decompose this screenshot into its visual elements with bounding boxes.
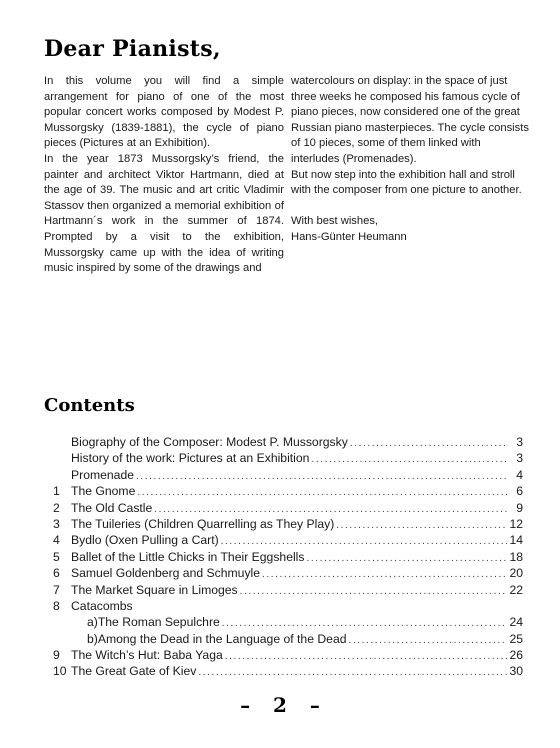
- toc-entry-page: 3: [516, 435, 523, 449]
- toc-entry: [53, 631, 523, 647]
- toc-entry-page: 14: [509, 533, 523, 548]
- toc-entry-title: a)The Roman Sepulchre: [87, 615, 220, 630]
- toc-entry-page: 18: [509, 549, 523, 564]
- folio-dash-right: –: [309, 693, 320, 717]
- toc-dot-leader: [350, 436, 507, 452]
- toc-dot-leader: [311, 452, 507, 468]
- toc-dot-leader: [225, 649, 507, 665]
- signature: Hans-Günter Heumann: [291, 230, 407, 243]
- toc-entry-number: 8: [53, 598, 60, 613]
- toc-dot-leader: [198, 665, 507, 681]
- intro-left-column: [44, 74, 284, 277]
- toc-dot-leader: [137, 485, 507, 501]
- page-number: 2: [273, 693, 287, 717]
- toc-dot-leader: [307, 551, 508, 567]
- toc-entry-page: 22: [509, 582, 523, 597]
- page-number-footer: [0, 693, 560, 717]
- toc-entry-number: 3: [53, 516, 60, 531]
- toc-entry: [53, 483, 523, 499]
- toc-entry-page: 12: [509, 516, 523, 531]
- intro-paragraph: In the year 1873 Mussorgsky’s friend, the painter and architect Viktor Hartmann, died at the age of 39. The music and art critic Vladimir Stassov then organized a memorial exhibition of Hartmann´s work in the summer of 1874. Prompted by a visit to the exhibition, Mussorgsky came up with the idea of writing music inspired by some of the drawings and: [44, 152, 284, 275]
- toc-entry-title: b)Among the Dead in the Language of the Dead: [87, 631, 347, 646]
- toc-entry: [53, 434, 523, 450]
- toc-entry-title: Samuel Goldenberg and Schmuyle: [71, 566, 261, 581]
- toc-entry-page: 9: [516, 500, 523, 515]
- intro-paragraph: watercolours on display: in the space of just three weeks he composed his famous cycle of piano pieces, now considered one of the great Russian piano masterpieces. The cycle consists of 10 pieces, some of them linked with interludes (Promenades).: [291, 75, 529, 165]
- toc-entry-number: 10: [53, 664, 67, 679]
- toc-entry-page: 24: [509, 615, 523, 630]
- toc-entry: [53, 500, 523, 516]
- toc-entry-page: 26: [509, 648, 523, 663]
- intro-paragraph: In this volume you will find a simple arrangement for piano of one of the most popular concert works composed by Modest P. Mussorgsky (1839-1881), the cycle of piano pieces (Pictures at an Exhibition).: [44, 75, 284, 150]
- toc-dot-leader: [262, 567, 507, 583]
- toc-entry-title: History of the work: Pictures at an Exhibition: [71, 451, 310, 466]
- toc-entry-page: 20: [509, 566, 523, 581]
- toc-dot-leader: [240, 584, 507, 600]
- toc-entry: [53, 532, 523, 548]
- toc-entry-page: 6: [516, 484, 523, 499]
- toc-entry-title: Biography of the Composer: Modest P. Mussorgsky: [71, 435, 348, 449]
- toc-entry: [53, 647, 523, 663]
- toc-entry: [53, 450, 523, 466]
- toc-entry-title: The Gnome: [71, 484, 136, 499]
- intro-right-column: [291, 74, 531, 246]
- toc-entry-title: The Witch’s Hut: Baba Yaga: [71, 648, 223, 663]
- toc-entry: [53, 598, 523, 614]
- toc-dot-leader: [349, 633, 507, 649]
- toc-entry-title: Catacombs: [71, 598, 133, 613]
- contents-heading: Contents: [44, 395, 135, 416]
- toc-entry-title: The Market Square in Limoges: [71, 582, 238, 597]
- toc-entry-title: The Great Gate of Kiev: [71, 664, 197, 679]
- toc-entry-title: Promenade: [71, 467, 135, 482]
- toc-entry-number: 5: [53, 549, 60, 564]
- toc-entry-title: Bydlo (Oxen Pulling a Cart): [71, 533, 219, 548]
- toc-entry: [53, 467, 523, 483]
- toc-entry-number: 2: [53, 500, 60, 515]
- toc-entry-number: 4: [53, 533, 60, 548]
- toc-entry-page: 4: [516, 467, 523, 482]
- toc-entry-title: The Tuileries (Children Quarrelling as They Play): [71, 516, 335, 531]
- toc-dot-leader: [136, 469, 507, 485]
- toc-entry: [53, 565, 523, 581]
- toc-entry-number: 9: [53, 648, 60, 663]
- toc-entry-page: 25: [509, 631, 523, 646]
- intro-heading: Dear Pianists,: [44, 36, 221, 62]
- toc-entry-number: 1: [53, 484, 60, 499]
- toc-entry-title: The Old Castle: [71, 500, 153, 515]
- toc-entry: [53, 663, 523, 679]
- toc-entry-page: 3: [516, 451, 523, 466]
- table-of-contents: [53, 434, 523, 680]
- toc-dot-leader: [336, 518, 507, 534]
- toc-entry-page: 30: [509, 664, 523, 679]
- toc-entry: [53, 549, 523, 565]
- toc-entry-number: 7: [53, 582, 60, 597]
- toc-entry: [53, 582, 523, 598]
- folio-dash-left: –: [240, 693, 251, 717]
- toc-entry: [53, 614, 523, 630]
- toc-entry: [53, 516, 523, 532]
- intro-paragraph: But now step into the exhibition hall and stroll with the composer from one picture to another.: [291, 168, 522, 197]
- toc-entry-number: 6: [53, 566, 60, 581]
- closing-line: With best wishes,: [291, 215, 379, 228]
- toc-entry-title: Ballet of the Little Chicks in Their Eggshells: [71, 549, 305, 564]
